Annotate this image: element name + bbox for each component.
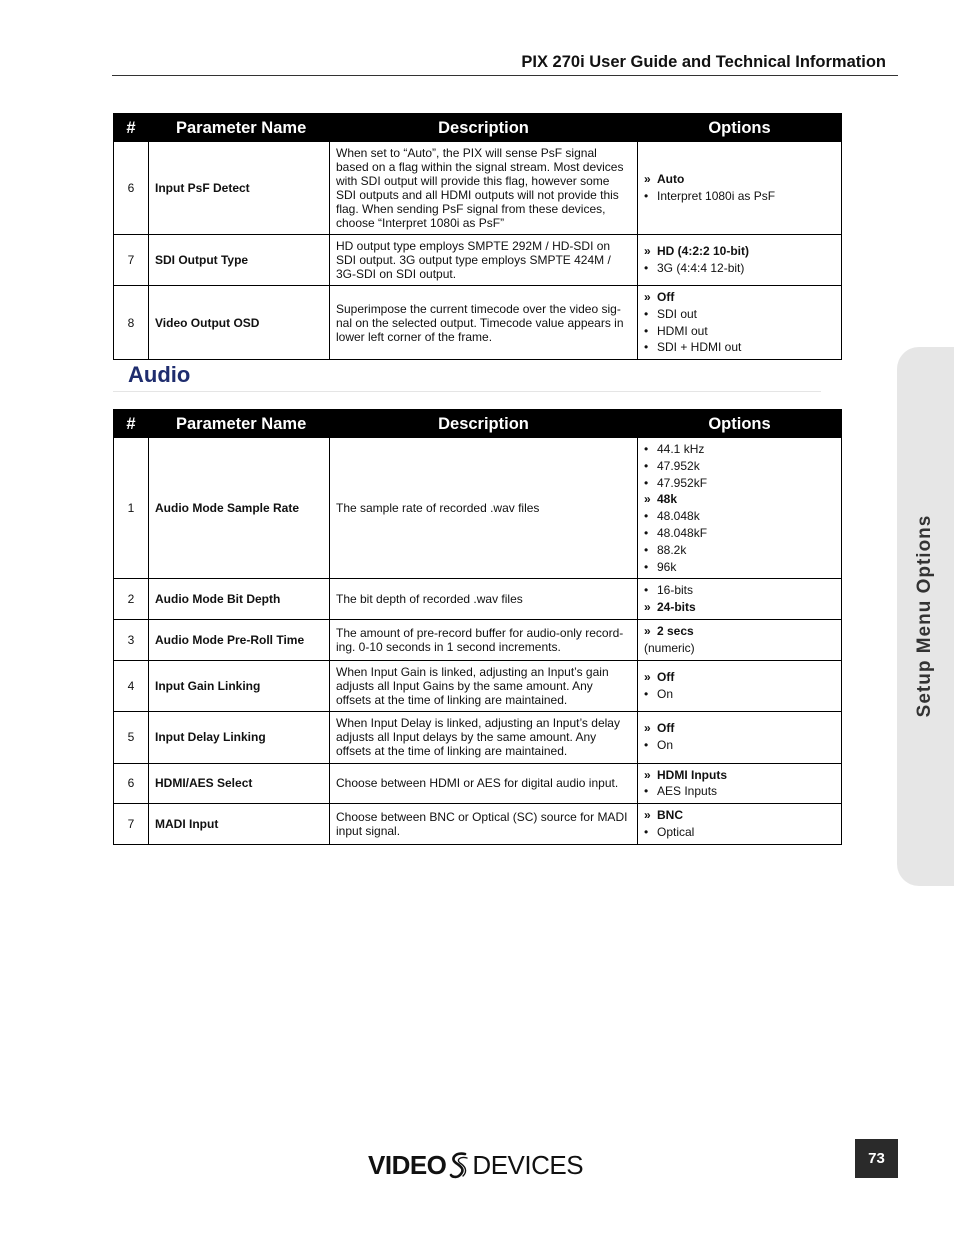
parameter-name: HDMI/AES Select [149,763,330,804]
parameter-options [638,660,842,711]
option-item [644,582,835,599]
parameter-name: Input PsF Detect [149,142,330,235]
option-marker: • [644,261,649,275]
option-item [644,669,835,686]
option-text: Off [657,290,675,304]
option-item [644,720,835,737]
column-header-number: # [114,410,149,438]
column-header-options: Options [638,410,842,438]
option-marker: • [644,784,649,799]
option-marker: • [644,189,649,203]
column-header-description: Description [330,114,638,142]
option-text: 96k [657,559,677,574]
row-number: 3 [114,619,149,660]
option-text: Auto [657,172,685,187]
option-text: 48.048k [657,509,700,524]
option-text: 48.048kF [657,525,708,540]
option-marker: • [644,824,649,839]
option-item [644,783,835,800]
option-text: Interpret 1080i as PsF [657,189,776,203]
option-marker: • [644,509,649,524]
option-marker: • [644,323,649,338]
option-text: 44.1 kHz [657,442,705,456]
page-number-badge: 73 [855,1139,898,1178]
audio-parameters-table [113,409,842,845]
option-marker: • [644,542,649,557]
option-text: 47.952k [657,458,700,473]
parameter-description: When Input Gain is linked, adjusting an Input’s gain adjusts all Input Gains by the same amount. Any offsets at the time of linking are maintained. [330,660,638,711]
option-item [644,824,835,841]
option-marker: • [644,306,649,321]
option-marker: » [644,600,651,615]
parameter-description: Superimpose the current timecode over the video sig-nal on the selected output. Timecode value appears in lower left corner of the frame. [330,286,638,360]
logo-swirl-icon [447,1150,471,1180]
option-item [644,599,835,616]
option-marker: • [644,475,649,490]
row-number: 6 [114,142,149,235]
option-marker: » [644,767,651,782]
parameter-description: The bit depth of recorded .wav files [330,579,638,620]
parameter-options [638,438,842,579]
table-row [114,711,842,763]
option-text: HDMI out [657,323,708,338]
table-row [114,660,842,711]
row-number: 4 [114,660,149,711]
option-marker: • [644,442,649,456]
parameter-name: MADI Input [149,804,330,845]
option-text: 24-bits [657,600,696,615]
option-text: 16-bits [657,583,694,598]
parameter-description: Choose between HDMI or AES for digital audio input. [330,763,638,804]
column-header-description: Description [330,410,638,438]
section-rule [113,391,821,392]
option-marker: • [644,583,649,598]
header-rule [112,75,898,76]
parameter-description: The sample rate of recorded .wav files [330,438,638,579]
option-marker: » [644,808,651,823]
row-number: 7 [114,235,149,286]
option-marker: » [644,669,651,684]
option-item [644,491,835,508]
row-number: 1 [114,438,149,579]
option-text: BNC [657,808,683,823]
option-text: 2 secs [657,623,694,638]
parameter-name: Audio Mode Bit Depth [149,579,330,620]
parameter-name: Input Delay Linking [149,711,330,763]
table-row [114,438,842,579]
row-number: 5 [114,711,149,763]
parameter-options [638,286,842,360]
parameter-options [638,142,842,235]
table-row [114,763,842,804]
option-text: 3G (4:4:4 12-bit) [657,261,745,275]
option-marker: • [644,559,649,574]
video-devices-logo [368,1149,583,1181]
option-item [644,243,835,260]
option-text: Off [657,721,675,736]
parameter-options [638,763,842,804]
parameter-options [638,235,842,286]
section-heading-audio: Audio [128,362,191,387]
column-header-number: # [114,114,149,142]
option-text: 47.952kF [657,475,708,490]
option-text: Optical [657,824,695,839]
option-item [644,807,835,824]
option-marker: » [644,492,651,507]
option-marker: • [644,686,649,701]
option-item [644,767,835,784]
option-text: HDMI Inputs [657,767,727,782]
option-item [644,289,835,306]
parameter-description: When set to “Auto”, the PIX will sense PsF signal based on a flag within the signal stream. Most devices with SDI output will provide this flag, however some SDI outputs and all HDMI outputs will not provide this flag. When sending PsF signal from these devices, choose “Interpret 1080i as PsF” [330,142,638,235]
logo-text-devices: DEVICES [472,1149,584,1180]
option-text: (numeric) [644,640,695,655]
option-item [644,475,835,492]
option-marker: » [644,172,651,187]
side-section-tab-label: Setup Menu Options [914,514,935,718]
option-item [644,339,835,356]
parameter-options [638,804,842,845]
option-item [644,640,835,657]
option-item [644,306,835,323]
column-header-options: Options [638,114,842,142]
parameter-name: Input Gain Linking [149,660,330,711]
option-item [644,188,835,205]
table-row [114,286,842,360]
option-text: 48k [657,492,678,507]
parameter-description: The amount of pre-record buffer for audio-only record-ing. 0-10 seconds in 1 second increments. [330,619,638,660]
row-number: 7 [114,804,149,845]
table-row [114,619,842,660]
table-row [114,142,842,235]
table-row [114,804,842,845]
video-parameters-table [113,113,842,360]
table-row [114,235,842,286]
table-header-row [114,410,842,438]
parameter-name: SDI Output Type [149,235,330,286]
option-text: AES Inputs [657,784,718,799]
option-item [644,508,835,525]
option-item [644,559,835,576]
option-marker: » [644,623,651,638]
row-number: 6 [114,763,149,804]
row-number: 2 [114,579,149,620]
column-header-parameter-name: Parameter Name [149,410,330,438]
option-item [644,441,835,458]
parameter-name: Video Output OSD [149,286,330,360]
option-marker: » [644,290,651,304]
logo-text-video: VIDEO [368,1149,447,1180]
parameter-name: Audio Mode Sample Rate [149,438,330,579]
option-marker: • [644,458,649,473]
option-text: On [657,686,674,701]
option-marker: » [644,244,651,259]
option-item [644,542,835,559]
row-number: 8 [114,286,149,360]
table-header-row [114,114,842,142]
parameter-description: When Input Delay is linked, adjusting an Input’s delay adjusts all Input delays by the same amount. Any offsets at the time of linking are maintained. [330,711,638,763]
option-item [644,623,835,640]
option-marker: • [644,340,649,355]
option-item [644,525,835,542]
option-text: Off [657,669,675,684]
table-row [114,579,842,620]
parameter-options [638,711,842,763]
parameter-options [638,579,842,620]
option-item [644,686,835,703]
parameter-description: HD output type employs SMPTE 292M / HD-SDI on SDI output. 3G output type employs SMPTE 424M / 3G-SDI on SDI output. [330,235,638,286]
option-item [644,260,835,277]
option-text: 88.2k [657,542,687,557]
option-text: On [657,738,674,753]
document-header-title: PIX 270i User Guide and Technical Information [521,53,886,71]
option-text: SDI + HDMI out [657,340,742,355]
parameter-description: Choose between BNC or Optical (SC) source for MADI input signal. [330,804,638,845]
option-marker: » [644,721,651,736]
parameter-options [638,619,842,660]
option-item [644,737,835,754]
option-item [644,458,835,475]
option-marker: • [644,525,649,540]
option-item [644,323,835,340]
option-text: HD (4:2:2 10-bit) [657,244,750,259]
option-marker: • [644,738,649,753]
option-text: SDI out [657,306,698,321]
parameter-name: Audio Mode Pre-Roll Time [149,619,330,660]
option-item [644,171,835,188]
column-header-parameter-name: Parameter Name [149,114,330,142]
